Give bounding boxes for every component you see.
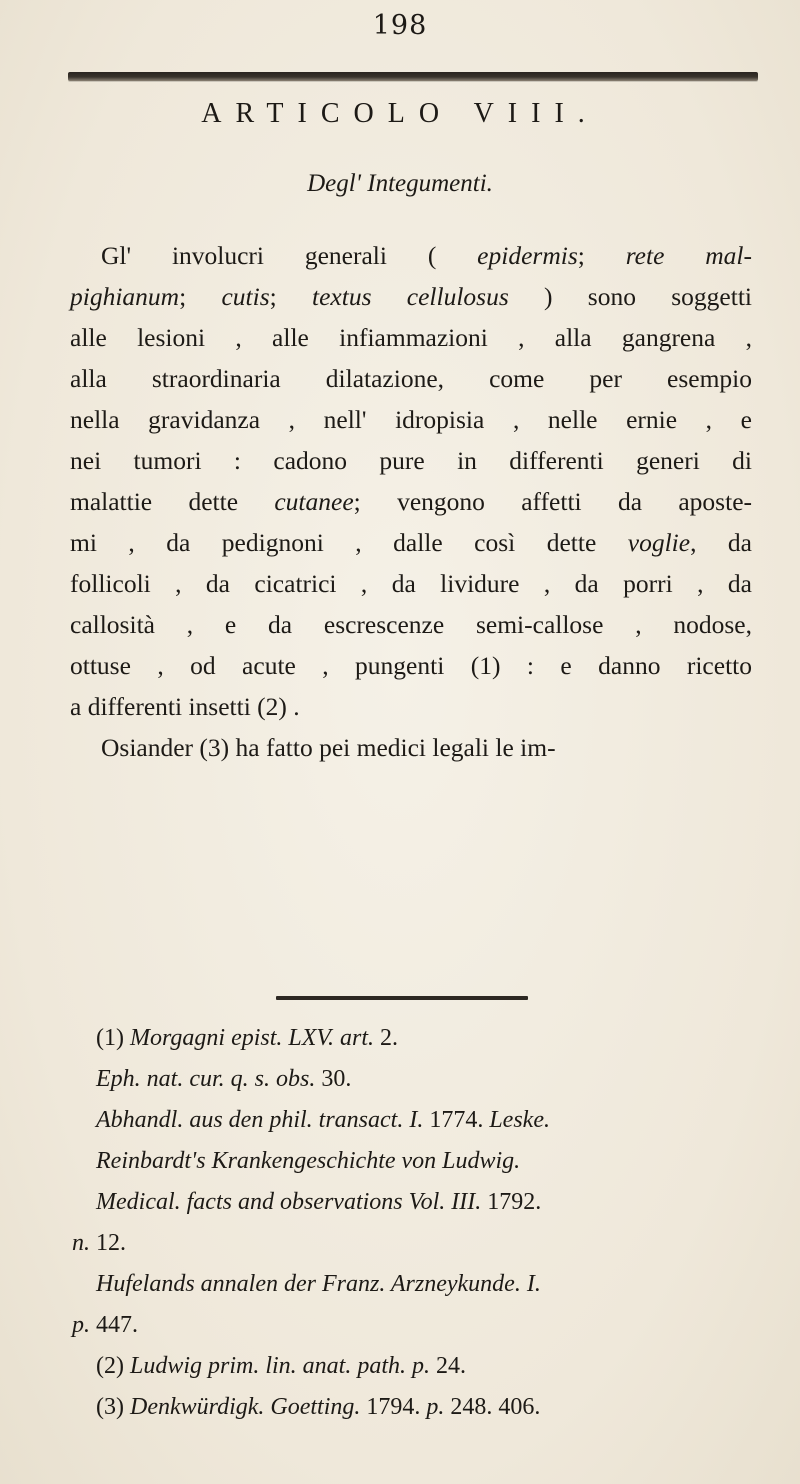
body-line-segment: textus cellulosus <box>312 282 509 311</box>
footnote-separator-rule <box>276 996 528 1000</box>
footnote-line-segment: 30. <box>315 1066 352 1092</box>
body-line-segment: voglie <box>627 528 691 557</box>
footnote-line <box>72 1018 764 1059</box>
footnote-line-segment: n. <box>72 1230 90 1256</box>
footnote-line-segment: p. <box>72 1312 90 1338</box>
body-line-segment: ottuse , od acute , pungenti (1) : e danno ricetto <box>70 651 752 680</box>
body-text <box>70 235 752 768</box>
body-line <box>70 235 752 276</box>
footnote-line <box>72 1223 764 1264</box>
body-line-segment: ) sono soggetti <box>508 282 753 311</box>
body-line-segment: ; vengono affetti da aposte- <box>353 487 752 516</box>
body-line-segment: rete mal- <box>625 241 752 270</box>
body-line-segment: nei tumori : cadono pure in differenti generi di <box>70 446 752 475</box>
footnotes <box>72 1018 764 1428</box>
footnote-line-segment: 12. <box>90 1230 126 1256</box>
footnote-line-segment: (3) <box>96 1394 130 1420</box>
footnote-line <box>72 1305 764 1346</box>
body-line-segment: alle lesioni , alle infiammazioni , alla gangrena , <box>70 323 752 352</box>
footnote-line <box>72 1387 764 1428</box>
footnote-line-segment: Denkwürdigk. Goetting. <box>129 1394 361 1420</box>
footnote-line-segment: Reinbardt's Krankengeschichte von Ludwig. <box>96 1148 521 1174</box>
footnote-line-segment: p. <box>426 1394 445 1420</box>
footnote-line-segment: Medical. facts and observations Vol. III. <box>96 1189 482 1215</box>
footnote-line <box>72 1100 764 1141</box>
body-line <box>70 358 752 399</box>
body-line-segment: callosità , e da escrescenze semi-callose , nodose, <box>70 610 752 639</box>
body-line <box>70 481 752 522</box>
body-line-segment: cutis <box>221 282 270 311</box>
body-line-segment: Osiander (3) ha fatto pei medici legali le im- <box>101 733 556 762</box>
body-line-segment: ; <box>179 282 222 311</box>
body-line <box>70 604 752 645</box>
header-rule <box>68 72 758 81</box>
footnote-line-segment: 1792. <box>481 1189 542 1215</box>
body-line <box>70 727 752 768</box>
footnote-line <box>72 1059 764 1100</box>
footnote-line <box>72 1141 764 1182</box>
body-line-segment: follicoli , da cicatrici , da lividure , da porri , da <box>70 569 752 598</box>
body-line <box>70 686 752 727</box>
footnote-line-segment: Abhandl. aus den phil. transact. I. <box>96 1107 424 1133</box>
body-line-segment: , da <box>690 528 752 557</box>
footnote-line <box>72 1346 764 1387</box>
body-line <box>70 563 752 604</box>
page-number: 198 <box>372 10 428 41</box>
body-line-segment: mi , da pedignoni , dalle così dette <box>70 528 628 557</box>
footnote-line-segment: Eph. nat. cur. q. s. obs. <box>96 1066 316 1092</box>
body-line-segment: pighianum <box>70 282 180 311</box>
footnote-line-segment: Morgagni epist. LXV. art. <box>129 1025 375 1051</box>
body-line-segment: malattie dette <box>70 487 275 516</box>
body-line <box>70 276 752 317</box>
footnote-line-segment: (2) <box>96 1353 130 1379</box>
footnote-line-segment: 248. 406. <box>444 1394 541 1420</box>
footnote-line-segment: 1774. <box>423 1107 490 1133</box>
body-line-segment: epidermis <box>477 241 578 270</box>
article-subheading: Degl' Integumenti. <box>307 170 493 197</box>
body-line-segment: alla straordinaria dilatazione, come per esempio <box>70 364 752 393</box>
footnote-line-segment: 447. <box>90 1312 138 1338</box>
footnote-line-segment: (1) <box>96 1025 130 1051</box>
body-line <box>70 522 752 563</box>
footnote-line-segment: Ludwig prim. lin. anat. path. p. <box>129 1353 431 1379</box>
body-line <box>70 645 752 686</box>
body-line-segment: ; <box>577 241 626 270</box>
footnote-line-segment: 1794. <box>360 1394 427 1420</box>
body-line-segment: Gl' involucri generali ( <box>101 241 478 270</box>
footnote-line <box>72 1264 764 1305</box>
footnote-line-segment: Leske. <box>489 1107 550 1133</box>
footnote-line-segment: 24. <box>430 1353 467 1379</box>
footnote-line <box>72 1182 764 1223</box>
body-line <box>70 399 752 440</box>
body-line-segment: nella gravidanza , nell' idropisia , nelle ernie , e <box>70 405 752 434</box>
body-line-segment: cutanee <box>274 487 354 516</box>
article-heading: ARTICOLO VIII. <box>201 98 599 129</box>
body-line <box>70 317 752 358</box>
body-line-segment: a differenti insetti (2) . <box>70 692 300 721</box>
body-line-segment: ; <box>269 282 313 311</box>
footnote-line-segment: 2. <box>374 1025 399 1051</box>
footnote-line-segment: Hufelands annalen der Franz. Arzneykunde. I. <box>96 1271 541 1297</box>
body-line <box>70 440 752 481</box>
